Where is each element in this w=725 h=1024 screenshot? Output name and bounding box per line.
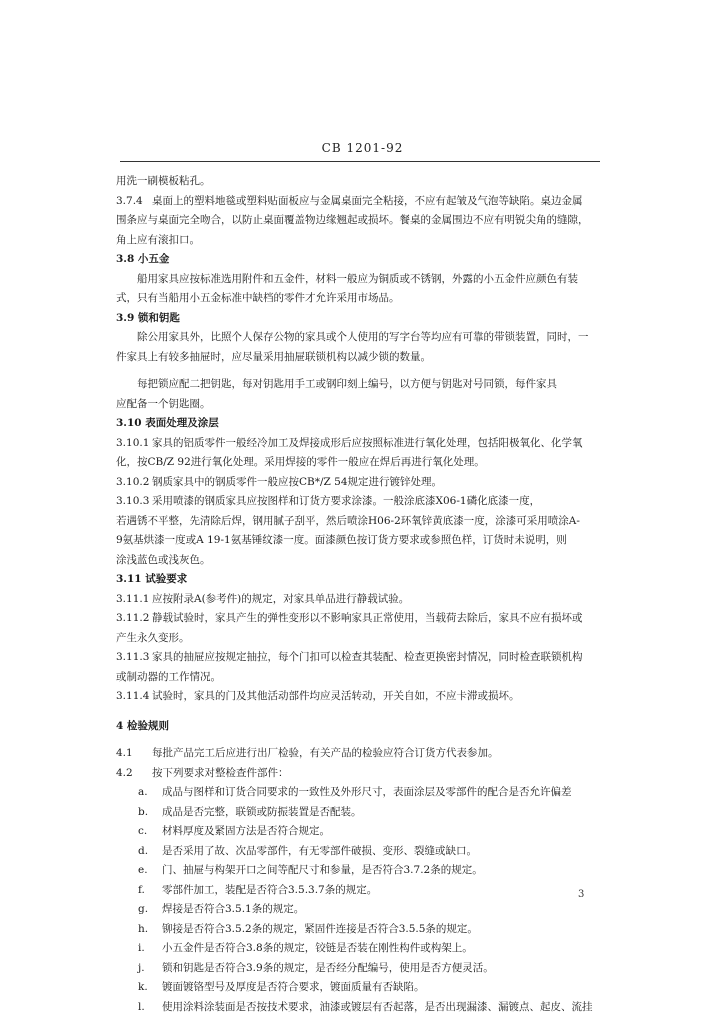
clause-3-7-4: 3.7.4 桌面上的塑料地毯或塑料贴面板应与金属桌面完全粘接，不应有起皱及气泡等缺陷。桌边金属: [116, 192, 602, 212]
clause-4-2: 4.2 按下列要求对整检查件部件：: [116, 766, 289, 779]
list-item: f. 零部件加工，装配是否符合3.5.3.7条的规定。: [138, 883, 378, 896]
list-item: h. 铆接是否符合3.5.2条的规定，紧固件连接是否符合3.5.5条的规定。: [138, 922, 478, 935]
clause-line: 产生永久变形。: [116, 631, 190, 644]
paragraph-line: 船用家具应按标准选用附件和五金件，材料一般应为铜质或不锈钢，外露的小五金件应颜色有装: [137, 272, 578, 285]
header-rule: [120, 161, 600, 162]
standard-number-header: CB 1201-92: [321, 141, 404, 155]
list-item: l. 使用涂料涂装面是否按技术要求，油漆或镀层有否起落，是否出现漏漆、漏镀点、起皮、流挂: [138, 1000, 593, 1013]
clause-3-11-3: 3.11.3 家具的抽屉应按规定抽拉，每个门扣可以检查其装配、检查更换密封情况，同时检查联锁机构: [116, 651, 583, 663]
list-item: c. 材料厚度及紧固方法是否符合规定。: [138, 825, 330, 837]
clause-line: 或制动器的工作情况。: [116, 670, 221, 683]
list-item: i. 小五金件是否符合3.8条的规定，铰链是否装在刚性构件或构架上。: [138, 942, 473, 954]
clause-line: 涂浅蓝色或浅灰色。: [116, 553, 211, 566]
document-body: [116, 172, 602, 1017]
clause-3-11-1: 3.11.1 应按附录A(参考件)的规定，对家具单品进行静载试验。: [116, 592, 410, 605]
paragraph-line: 式，只有当船用小五金标准中缺档的零件才允许采用市场品。: [116, 292, 400, 304]
heading-3-8: 3.8 小五金: [116, 253, 170, 265]
clause-4-1: 4.1 每批产品完工后应进行出厂检验，有关产品的检验应符合订货方代表参加。: [116, 747, 499, 759]
clause-line: 角上应有滚扣口。: [116, 233, 200, 246]
heading-3-11: 3.11 试验要求: [116, 573, 188, 585]
clause-3-10-2: 3.10.2 钢质家具中的钢质零件一般应按CB*/Z 54规定进行镀锌处理。: [116, 475, 443, 488]
clause-line: 围条应与桌面完全吻合，以防止桌面覆盖物边缘翘起或损坏。餐桌的金属围边不应有明锐尖角的缝隙，: [116, 214, 589, 226]
list-item: a. 成品与图样和订货合同要求的一致性及外形尺寸，表面涂层及零部件的配合是否允许偏差: [138, 786, 572, 798]
heading-4: 4 检验规则: [116, 719, 169, 732]
list-item: j. 锁和钥匙是否符合3.9条的规定，是否经分配编号，使用是否方便灵活。: [138, 961, 494, 974]
list-item: e. 门、抽屉与构架开口之间等配尺寸和参量，是否符合3.7.2条的规定。: [138, 864, 483, 876]
page-number: 3: [578, 889, 585, 900]
clause-number: 3.7.4: [116, 194, 143, 207]
heading-3-10: 3.10 表面处理及涂层: [116, 417, 219, 429]
clause-3-11-4: 3.11.4 试验时，家具的门及其他活动部件均应灵活转动，开关自如，不应卡滞或损坏。: [116, 690, 520, 702]
heading-3-9: 3.9 锁和钥匙: [116, 311, 180, 324]
list-item: d. 是否采用了故、次品零部件，有无零部件破损、变形、裂缝或缺口。: [138, 844, 477, 857]
paragraph-line: 应配备一个钥匙圈。: [116, 397, 211, 410]
paragraph-line: 件家具上有较多抽屉时，应尽量采用抽屉联锁机构以减少锁的数量。: [116, 350, 431, 363]
inspection-items-list: [116, 783, 602, 1017]
paragraph-line: 除公用家具外，比照个人保存公物的家具或个人使用的写字台等均应有可靠的带锁装置，同时，一: [137, 331, 589, 343]
clause-3-11-2: 3.11.2 静载试验时，家具产生的弹性变形以不影响家具正常使用，当载荷去除后，家具不应有损坏或: [116, 612, 583, 624]
clause-line: 若遇锈不平整，先清除后焊，钢用腻子刮平，然后喷涂H06-2环氧锌黄底漆一度，涂漆可采用喷涂A-: [116, 514, 580, 527]
list-item: k. 镀面镀铬型号及厚度是否符合要求，镀面质量有否缺陷。: [138, 981, 425, 993]
list-item: g. 焊接是否符合3.5.1条的规定。: [138, 903, 305, 915]
clause-3-10-3: 3.10.3 采用喷漆的钢质家具应按图样和订货方要求涂漆。一般涂底漆X06-1磷化底漆一度，: [116, 495, 541, 507]
continuation-line: 用洗一刷模板粘孔。: [116, 175, 211, 187]
clause-line: 9氨基烘漆一度或A 19-1氨基锤纹漆一度。面漆颜色按订货方要求或参照色样，订货时未说明，则: [116, 534, 567, 546]
clause-line: 化，按CB/Z 92进行氧化处理。采用焊接的零件一般应在焊后再进行氧化处理。: [116, 456, 485, 468]
clause-3-10-1: 3.10.1 家具的铝质零件一般经冷加工及焊接成形后应按照标准进行氧化处理，包括阳极氧化、化学氧: [116, 436, 583, 449]
list-item: b. 成品是否完整，联锁或防振装置是否配装。: [138, 805, 362, 818]
paragraph-line: 每把锁应配二把钥匙，每对钥匙用手工或钢印刻上编号，以方便与钥匙对号同锁，每件家具: [137, 378, 557, 390]
